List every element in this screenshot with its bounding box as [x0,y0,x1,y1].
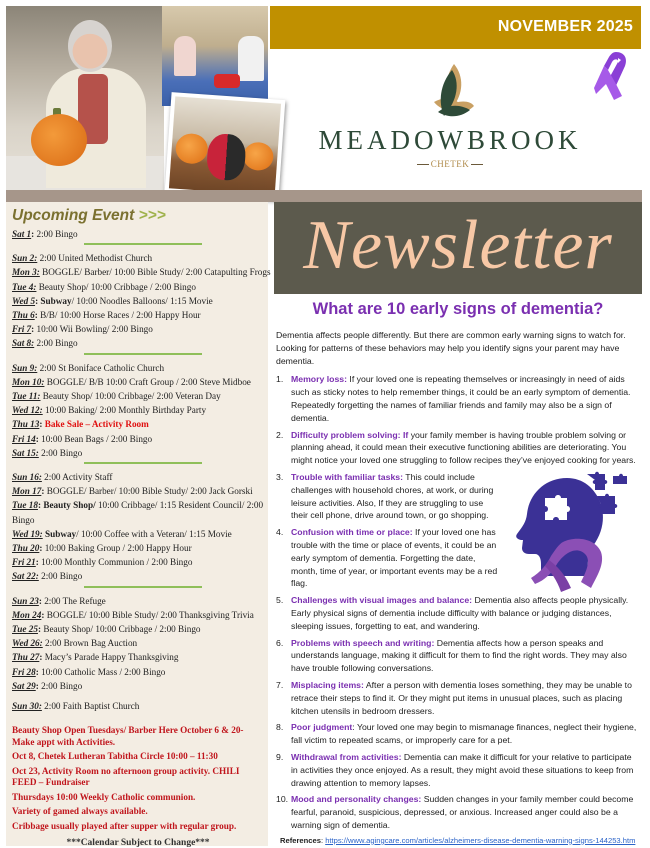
calendar-note: Thursdays 10:00 Weekly Catholic communion. [12,791,196,802]
event-details: BOGGLE/ Barber/ 10:00 Bible Study/ 2:00 Catapulting Frogs [39,267,271,278]
event-day: Sat 15: [12,447,39,458]
photo-painted-pumpkins [165,92,286,200]
event-sep: : [35,680,39,691]
calendar-weeks [12,227,271,713]
article-intro: Dementia affects people differently. But there are common early warning signs to watch for. Looking for patterns of these behaviors may help you identify signs your parent may have dementia. [276,330,626,366]
sign-text: Dementia can make it difficult for your relative to participate in activities they once enjoyed. As a result, they might avoid these situations to keep from drawing attention to memory lapses. [291,751,634,788]
calendar-event [12,527,268,541]
event-details: 2:00 Bingo [38,447,83,458]
calendar-event [12,470,268,484]
calendar-event [12,294,268,308]
event-details: 10:00 Monthly Communion / 2:00 Bingo [38,557,193,568]
sign-label: Poor judgment [291,722,353,733]
leaf-logo-icon [430,62,474,120]
sign-number: 10. [276,794,289,805]
month-bar [270,6,641,49]
event-day: Wed 26: [12,638,43,649]
calendar-event [12,636,268,650]
dementia-sign-item [276,679,640,717]
event-day: Tue 25 [12,624,38,635]
event-day: Thu 20 [12,543,40,554]
calendar-event [12,375,268,389]
sign-number: 1. [276,374,284,385]
event-details: 2:00 Bingo [38,571,83,582]
calendar-event [12,650,268,664]
sign-text: This could include challenges with household chores, at work, or during leisure activities. Also, If they are struggling to use their cell phone, drive around town, or go shopping. [291,471,494,521]
upcoming-events-calendar [6,202,271,848]
sign-number: 4. [276,527,284,538]
event-sep: : [35,666,39,677]
brand-location: CHETEK [300,159,600,169]
event-details: 2:00 St Boniface Catholic Church [37,362,165,373]
event-details: 10:00 Baking Group / 2:00 Happy Hour [42,543,192,554]
calendar-event [12,280,268,294]
event-details: 2:00 United Methodist Church [37,253,153,264]
event-details: Beauty Shop/ 10:00 Cribbage/ 2:00 Veteran Day [40,391,221,402]
calendar-note: Beauty Shop Open Tuesdays/ Barber Here October 6 & 20- Make appt with Activities. [12,725,244,747]
sign-label: Problems with speech and writing: [291,637,435,648]
sign-text: Sudden changes in your family member could become fearful, paranoid, suspicious, depressed, or anxious. Increased anger could also be a warning sign of dementia. [291,794,634,830]
calendar-event [12,555,268,569]
dementia-sign-item [276,721,640,747]
photo-group-activity [162,6,268,106]
event-details: BOGGLE/ B/B 10:00 Craft Group / 2:00 Steve Midboe [44,376,251,387]
event-details: 2:00 Bingo [38,680,83,691]
sign-label: Challenges with visual images and balance: [291,595,473,606]
event-sep: : [31,229,35,239]
event-day: Sat 29 [12,680,36,691]
event-day: Sat 1 [12,229,32,239]
calendar-event [12,622,268,636]
event-sep: : [39,652,43,663]
calendar-event [12,594,268,608]
event-day: Mon 3: [12,267,40,278]
references: References: https://www.agingcare.com/articles/alzheimers-disease-dementia-warning-signs-144253.htm [280,835,636,845]
event-day: Sun 30: [12,701,42,712]
dementia-sign-item [276,526,501,590]
event-details: 2:00 Faith Baptist Church [41,701,140,712]
dementia-sign-item [276,793,640,831]
dementia-sign-item [276,373,640,424]
calendar-event [12,227,268,241]
event-day: Fri 7 [12,324,32,335]
event-details: 2:00 Bingo [34,338,78,349]
event-day: Fri 28 [12,666,36,677]
event-details: / 10:00 Noodles Balloons/ 1:15 Movie [71,295,213,306]
calendar-heading: Upcoming Event >>> [12,207,166,224]
event-details: 10:00 Baking/ 2:00 Monthly Birthday Party [42,405,207,416]
event-day: Wed 12: [12,405,43,416]
event-details: BOGGLE/ 10:00 Bible Study/ 2:00 Thanksgiving Trivia [44,609,254,620]
event-details: 2:00 Activity Staff [41,472,113,483]
calendar-event [12,699,268,713]
sign-number: 5. [276,595,284,606]
sign-text: Dementia also affects people physically. Early physical signs of dementia include difficulty with balance or judging distances, sleeping issues, forgetting to eat, and wandering. [291,595,629,631]
issue-month: NOVEMBER 2025 [497,18,633,35]
week-divider [84,243,202,245]
event-red: Bake Sale – Activity Room [42,419,149,430]
calendar-note: Oct 8, Chetek Lutheran Tabitha Circle 10:00 – 11:30 [12,751,218,762]
event-day: Tue 18 [12,500,38,511]
event-sep: : [39,419,43,430]
sign-label: Memory loss: [291,374,348,385]
event-sep: : [41,486,45,497]
brand-name: MEADOWBROOK [318,125,582,155]
calendar-note: Oct 23, Activity Room no afternoon group activity. CHILI FEED – Fundraiser [12,765,240,788]
event-bold: Subway [38,295,72,306]
event-sep: : [39,543,43,554]
event-day: Tue 11: [12,391,41,402]
sign-label: Confusion with time or place: [291,527,413,538]
calendar-note: Variety of gamed always available. [12,806,148,817]
newsletter-banner [274,202,642,294]
sign-text: : Your loved one may begin to mismanage finances, neglect their hygiene, fall victim to repeated scams, or improperly care for a pet. [291,722,637,746]
photo-collage [6,6,268,192]
calendar-event [12,541,268,555]
event-day: Thu 27 [12,652,40,663]
event-details: 10:00 Wii Bowling/ 2:00 Bingo [34,324,153,335]
calendar-event [12,569,268,583]
calendar-event [12,361,268,375]
event-day: Wed 19: [12,528,43,539]
calendar-event [12,336,268,350]
event-day: Sat 22: [12,571,39,582]
calendar-event [12,417,268,431]
calendar-event [12,446,268,460]
event-sep: : [31,324,35,335]
sign-number: 6. [276,637,284,648]
reference-link[interactable]: https://www.agingcare.com/articles/alzheimers-disease-dementia-warning-signs-144253.htm [325,835,636,845]
dementia-sign-item [276,751,640,789]
event-details: 2:00 The Refuge [41,595,106,606]
event-sep: : [41,609,45,620]
event-details: 10:00 Cribbage/ 1:15 Resident Council/ 2:00 Bingo [12,500,264,525]
sign-number: 7. [276,679,284,690]
event-day: Tue 4: [12,281,37,292]
sign-label: Withdrawal from activities: [291,751,402,762]
sign-number: 2. [276,429,284,440]
sign-text: After a person with dementia loses something, they may be unable to retrace their steps to find it. Or they might put items in unusual places, such as placing kitchen utensils in bedroom dressers. [291,679,632,716]
calendar-notes [12,725,264,832]
event-details: / 10:00 Coffee with a Veteran/ 1:15 Movie [76,528,232,539]
sign-text: If your loved one has trouble with the time or place of events, it could be an early symptom of dementia. Forgetting the date, month, time of year, or important events may be a red flag. [291,527,498,589]
event-day: Thu 13 [12,419,40,430]
event-day: Wed 5 [12,295,36,306]
calendar-event [12,403,268,417]
event-details: 10:00 Bean Bags / 2:00 Bingo [38,433,153,444]
dementia-sign-item [276,594,640,632]
event-day: Sun 2: [12,253,38,264]
event-day: Thu 6 [12,310,35,321]
section-divider-bar [6,190,642,202]
article-title: What are 10 early signs of dementia? [312,300,604,318]
event-day: Fri 21 [12,557,36,568]
event-sep: : [34,310,38,321]
calendar-event [12,608,268,622]
event-sep: : [38,595,42,606]
sign-text: Dementia affects how a person speaks and understands language, making it difficult for them to find the right words. They may also have trouble following conversations. [291,637,627,674]
week-divider [84,586,202,588]
dementia-sign-item [276,429,640,467]
sign-number: 3. [276,471,284,482]
calendar-event [12,665,268,679]
calendar-change-note: ***Calendar Subject to Change*** [66,838,210,848]
event-day: Mon 17 [12,486,42,497]
calendar-event [12,265,271,279]
event-day: Sun 23 [12,595,39,606]
calendar-event [12,251,268,265]
photo-resident-with-pumpkin [6,6,164,192]
calendar-event [12,308,268,322]
calendar-event [12,498,264,526]
event-details: 2:00 Bingo [34,229,78,239]
week-divider [84,462,202,464]
sign-label: Mood and personality changes: [291,794,422,805]
event-sep: : [35,557,39,568]
sign-label: Difficulty problem solving: If [291,429,409,440]
event-details: BOGGLE/ Barber/ 10:00 Bible Study/ 2:00 Jack Gorski [44,486,253,497]
event-day: Mon 10: [12,376,45,387]
sign-label: Misplacing items: [291,679,364,690]
calendar-note: Cribbage usually played after supper with regular group. [12,820,237,831]
event-sep: : [37,624,42,635]
week-divider [84,353,202,355]
heading-arrows: >>> [138,207,166,224]
event-sep: : [35,295,39,306]
event-day: Sat 8: [12,338,35,349]
calendar-event [12,389,268,403]
event-details: Beauty Shop/ 10:00 Cribbage / 2:00 Bingo [41,624,201,635]
event-details: B/B/ 10:00 Horse Races / 2:00 Happy Hour [37,310,201,321]
sign-number: 8. [276,722,284,733]
event-bold: Beauty Shop/ [41,500,96,511]
newsletter-title: Newsletter [303,207,613,284]
calendar-event [12,484,268,498]
event-details: 2:00 Brown Bag Auction [42,638,138,649]
event-sep: : [37,500,42,511]
dementia-sign-item [276,471,501,522]
event-bold: Subway [42,528,77,539]
event-details: Beauty Shop/ 10:00 Cribbage / 2:00 Bingo [36,281,196,292]
sign-text: your family member is having trouble problem solving or planning ahead, it could mean their executive functioning abilities are deteriorating. You might notice your loved one struggling to follow recipes they’ve enjoyed cooking for years. [291,429,636,466]
event-details: 10:00 Catholic Mass / 2:00 Bingo [38,666,166,677]
calendar-event [12,432,268,446]
sign-number: 9. [276,751,284,762]
event-day: Sun 9: [12,362,38,373]
head-puzzle-illustration-icon [505,470,630,592]
event-sep: : [35,433,39,444]
event-details: Macy’s Parade Happy Thanksgiving [42,652,179,663]
calendar-event [12,322,268,336]
calendar-event [12,679,268,693]
brand-logo [300,62,600,172]
event-day: Sun 16: [12,472,42,483]
event-day: Mon 24 [12,609,42,620]
sign-text: If your loved one is repeating themselves or increasingly in need of aids such as sticky notes to help remember things, it could be an early symptom of dementia. Repeatedly forgetting the names of familiar friends and family may also be a sign of dementia. [291,374,631,423]
event-day: Fri 14 [12,433,36,444]
dementia-sign-item [276,637,640,675]
signs-list [276,373,640,831]
sign-label: Trouble with familiar tasks: [291,471,403,482]
